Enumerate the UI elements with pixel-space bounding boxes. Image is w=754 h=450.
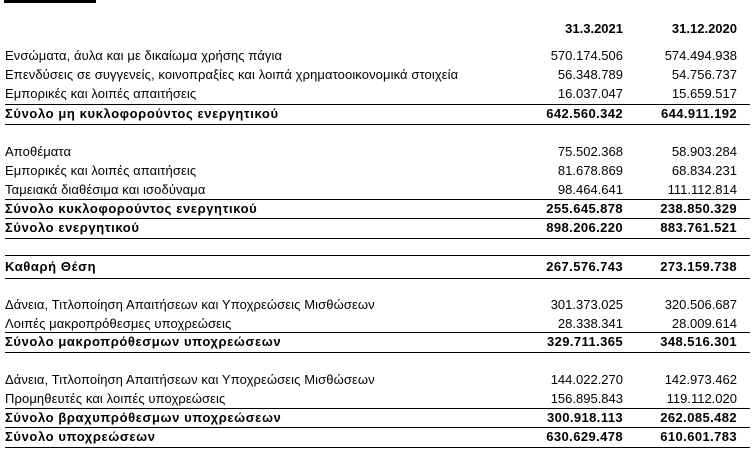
row-value-2021: 898.206.220	[546, 220, 623, 235]
row-value-2020: 111.112.814	[667, 182, 737, 197]
row-value-2021: 156.895.843	[550, 391, 623, 406]
row-value-2020: 68.834.231	[671, 163, 737, 178]
row-value-2020: 320.506.687	[664, 297, 737, 312]
row-divider	[5, 447, 750, 448]
row-value-2021: 301.373.025	[550, 297, 623, 312]
row-value-2020: 54.756.737	[671, 67, 737, 82]
row-value-2021: 75.502.368	[557, 144, 623, 159]
row-label: Δάνεια, Τιτλοποίηση Απαιτήσεων και Υποχρεώσεις Μισθώσεων	[5, 372, 375, 387]
column-header-row	[0, 21, 754, 39]
row-value-2021: 267.576.743	[546, 259, 623, 274]
row-divider	[5, 352, 750, 353]
row-label: Λοιπές μακροπρόθεσμες υποχρεώσεις	[5, 316, 232, 331]
row-value-2020: 273.159.738	[660, 259, 737, 274]
row-label: Σύνολο μακροπρόθεσμων υποχρεώσεων	[5, 334, 282, 349]
row-value-2020: 15.659.517	[671, 86, 737, 101]
row-label: Προμηθευτές και λοιπές υποχρεώσεις	[5, 391, 226, 406]
row-label: Δάνεια, Τιτλοποίηση Απαιτήσεων και Υποχρεώσεις Μισθώσεων	[5, 297, 375, 312]
table-row	[0, 181, 754, 199]
row-value-2021: 630.629.478	[546, 429, 623, 444]
row-value-2021: 16.037.047	[557, 86, 623, 101]
row-value-2020: 238.850.329	[660, 201, 737, 216]
row-label: Ταμειακά διαθέσιμα και ισοδύναμα	[5, 182, 206, 197]
table-row	[0, 371, 754, 389]
row-value-2021: 98.464.641	[557, 182, 623, 197]
table-row	[0, 315, 754, 333]
row-value-2021: 329.711.365	[547, 334, 623, 349]
row-value-2020: 262.085.482	[660, 410, 737, 425]
row-divider	[5, 255, 750, 256]
total-row	[0, 409, 754, 427]
table-row	[0, 85, 754, 103]
total-row	[0, 200, 754, 218]
row-label: Σύνολο υποχρεώσεων	[5, 429, 156, 444]
row-label: Εμπορικές και λοιπές απαιτήσεις	[5, 163, 197, 178]
table-row	[0, 66, 754, 84]
row-value-2020: 574.494.938	[664, 48, 737, 63]
table-row	[0, 296, 754, 314]
row-divider	[5, 238, 750, 239]
total-row	[0, 428, 754, 446]
total-row	[0, 219, 754, 237]
row-value-2020: 883.761.521	[660, 220, 737, 235]
row-value-2020: 610.601.783	[660, 429, 737, 444]
row-value-2020: 58.903.284	[671, 144, 737, 159]
row-value-2020: 142.973.462	[664, 372, 737, 387]
row-label: Ενσώματα, άυλα και με δικαίωμα χρήσης πάγια	[5, 48, 283, 63]
table-row	[0, 143, 754, 161]
row-label: Σύνολο βραχυπρόθεσμων υποχρεώσεων	[5, 410, 282, 425]
column-header-2020: 31.12.2020	[671, 21, 737, 36]
row-value-2021: 28.338.341	[557, 316, 623, 331]
row-label: Σύνολο μη κυκλοφορούντος ενεργητικού	[5, 106, 279, 121]
row-value-2021: 300.918.113	[547, 410, 623, 425]
table-row	[0, 390, 754, 408]
top-rule	[4, 0, 96, 3]
row-divider	[5, 278, 750, 279]
row-label: Επενδύσεις σε συγγενείς, κοινοπραξίες και λοιπά χρηματοοικονομικά στοιχεία	[5, 67, 459, 82]
row-value-2021: 642.560.342	[546, 106, 623, 121]
row-value-2021: 56.348.789	[557, 67, 623, 82]
row-value-2020: 119.112.020	[666, 391, 737, 406]
column-header-2021: 31.3.2021	[565, 21, 623, 36]
row-label: Καθαρή Θέση	[5, 259, 97, 274]
row-label: Εμπορικές και λοιπές απαιτήσεις	[5, 86, 197, 101]
row-value-2020: 644.911.192	[661, 106, 737, 121]
total-row	[0, 105, 754, 123]
row-label: Σύνολο ενεργητικού	[5, 220, 140, 235]
row-value-2021: 255.645.878	[546, 201, 623, 216]
row-value-2021: 570.174.506	[550, 48, 623, 63]
row-divider	[5, 124, 750, 125]
row-label: Αποθέματα	[5, 144, 72, 159]
row-value-2020: 28.009.614	[671, 316, 737, 331]
row-label: Σύνολο κυκλοφορούντος ενεργητικού	[5, 201, 258, 216]
row-value-2021: 144.022.270	[550, 372, 623, 387]
total-row	[0, 333, 754, 351]
row-value-2020: 348.516.301	[660, 334, 737, 349]
table-row	[0, 162, 754, 180]
table-row	[0, 47, 754, 65]
row-value-2021: 81.678.869	[557, 163, 623, 178]
total-row	[0, 258, 754, 276]
